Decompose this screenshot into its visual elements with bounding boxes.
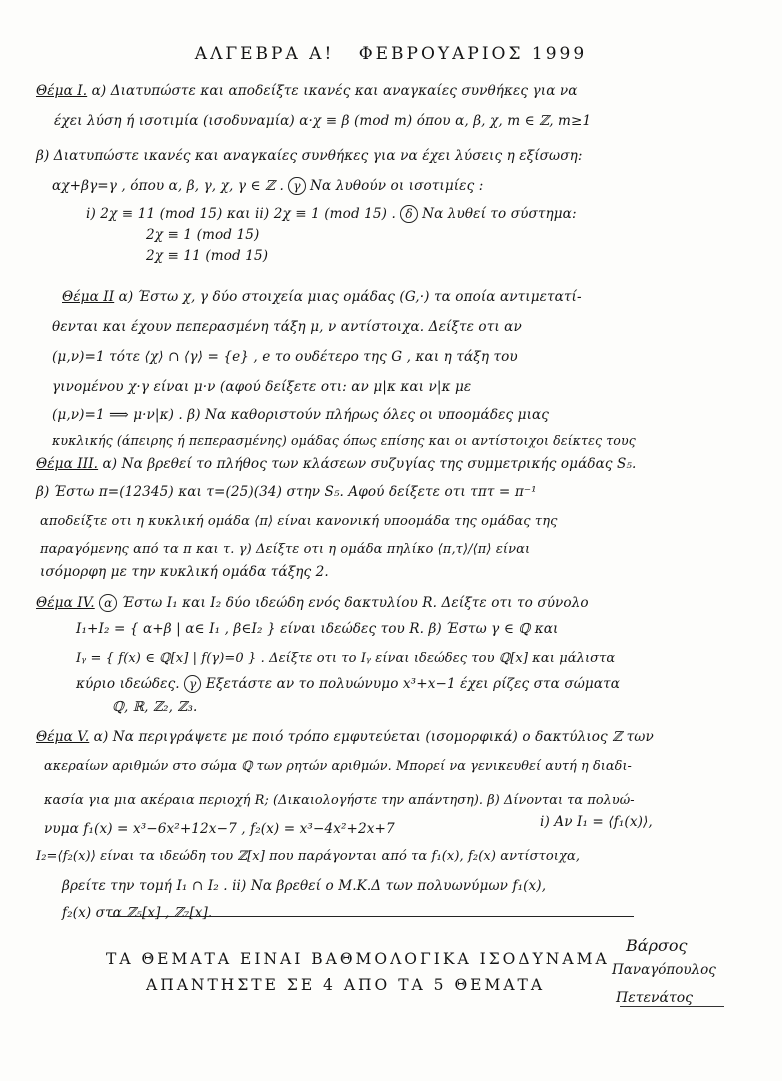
theme5-line2: ακεραίων αριθμών στο σώμα ℚ των ρητών αριθμών. Μπορεί να γενικευθεί αυτή η διαδι-: [44, 759, 632, 774]
theme2-line3: (μ,ν)=1 τότε ⟨χ⟩ ∩ ⟨γ⟩ = {e} , e το ουδέτερο της G , και η τάξη του: [52, 349, 518, 365]
theme3-line1: [36, 455, 636, 473]
theme2-line2: θενται και έχουν πεπερασμένη τάξη μ, ν αντίστοιχα. Δείξτε οτι αν: [52, 319, 522, 335]
theme1-congruences-label: Να λυθούν οι ισοτιμίες :: [310, 178, 484, 194]
theme5-line4b: i) Αν I₁ = ⟨f₁(x)⟩,: [540, 814, 653, 830]
theme3-line3: αποδείξτε οτι η κυκλική ομάδα ⟨π⟩ είναι κανονική υποομάδα της ομάδας της: [40, 514, 558, 529]
signature-1: Βάρσος: [626, 936, 688, 955]
theme4-part-marker-circle: γ: [184, 675, 201, 693]
theme5-line3: κασία για μια ακέραια περιοχή R; (Δικαιολογήστε την απάντηση). β) Δίνονται τα πολυώ-: [44, 793, 635, 808]
theme4-line2: I₁+I₂ = { α+β | α∈ I₁ , β∈I₂ } είναι ιδεώδες του R. β) Έστω γ ∈ ℚ και: [76, 621, 559, 637]
theme1-equation: αχ+βγ=γ , όπου α, β, γ, χ, γ ∈ ℤ .: [52, 178, 284, 194]
theme4-line1: [36, 594, 589, 612]
theme5-line6: βρείτε την τομή I₁ ∩ I₂ . ii) Να βρεθεί ο Μ.Κ.Δ των πολυωνύμων f₁(x),: [62, 878, 547, 894]
theme1-line5: [86, 205, 577, 223]
theme1-congruences: i) 2χ ≡ 11 (mod 15) και ii) 2χ ≡ 1 (mod 15) .: [86, 206, 396, 222]
theme1-text1: α) Διατυπώστε και αποδείξτε ικανές και αναγκαίες συνθήκες για να: [91, 83, 578, 99]
theme2-line5: (μ,ν)=1 ⟹ μ·ν|κ) . β) Να καθοριστούν πλήρως όλες οι υποομάδες μιας: [52, 407, 549, 423]
signature-3: Πετενάτος: [616, 990, 693, 1006]
theme1-system-eq2: 2χ ≡ 11 (mod 15): [146, 248, 269, 264]
theme4-heading: Θέμα IV.: [36, 595, 95, 611]
theme1-line2: έχει λύση ή ισοτιμία (ισοδυναμία) α·χ ≡ β (mod m) όπου α, β, χ, m ∈ ℤ, m≥1: [54, 113, 592, 129]
theme2-text1: α) Έστω χ, γ δύο στοιχεία μιας ομάδας (G,·) τα οποία αντιμετατί-: [118, 289, 582, 305]
theme3-line2: β) Έστω π=(12345) και τ=(25)(34) στην S₅. Αφού δείξετε οτι τπτ = π⁻¹: [36, 484, 537, 500]
theme4-part-marker-circle: α: [99, 594, 117, 612]
theme1-heading: Θέμα I.: [36, 83, 88, 99]
theme1-line3: β) Διατυπώστε ικανές και αναγκαίες συνθήκες για να έχει λύσεις η εξίσωση:: [36, 148, 583, 164]
theme4-line4: [76, 675, 620, 693]
theme4-text1: Έστω I₁ και I₂ δύο ιδεώδη ενός δακτυλίου R. Δείξτε οτι το σύνολο: [121, 595, 589, 611]
course-title: ΑΛΓΕΒΡΑ Α!: [194, 44, 335, 64]
theme1-line4: [52, 177, 483, 195]
theme4-text4a: κύριο ιδεώδες.: [76, 676, 180, 692]
footer-line1: ΤΑ ΘΕΜΑΤΑ ΕΙΝΑΙ ΒΑΘΜΟΛΟΓΙΚΑ ΙΣΟΔΥΝΑΜΑ: [106, 950, 610, 968]
exam-date: ΦΕΒΡΟΥΑΡΙΟΣ 1999: [358, 44, 588, 64]
footer-line2: ΑΠΑΝΤΗΣΤΕ ΣΕ 4 ΑΠΟ ΤΑ 5 ΘΕΜΑΤΑ: [146, 976, 546, 994]
theme5-line7: f₂(x) στα ℤ₅[x] , ℤ₇[x].: [62, 905, 213, 921]
theme1-line1: [36, 82, 578, 100]
theme2-line1: [62, 288, 582, 306]
theme1-system-label: Να λυθεί το σύστημα:: [422, 206, 577, 222]
theme5-line5: I₂=⟨f₂(x)⟩ είναι τα ιδεώδη του ℤ[x] που παράγονται από τα f₁(x), f₂(x) αντίστοιχα,: [36, 849, 581, 864]
theme1-part-marker-circle: δ: [400, 205, 417, 223]
theme5-line4: [44, 820, 395, 838]
theme4-line5: ℚ, ℝ, ℤ₂, ℤ₃.: [112, 699, 198, 715]
theme2-line6: κυκλικής (άπειρης ή πεπερασμένης) ομάδας όπως επίσης και οι αντίστοιχοι δείκτες τους: [52, 433, 636, 448]
theme3-heading: Θέμα III.: [36, 456, 99, 472]
exam-title: [0, 44, 782, 64]
theme1-system-eq1: 2χ ≡ 1 (mod 15): [146, 227, 260, 243]
divider-line: [110, 916, 634, 917]
theme3-line5: ισόμορφη με την κυκλική ομάδα τάξης 2.: [40, 564, 329, 580]
theme4-text4b: Εξετάστε αν το πολυώνυμο x³+x−1 έχει ρίζες στα σώματα: [205, 676, 621, 692]
theme1-part-marker-circle: γ: [288, 177, 305, 195]
theme4-line3: Iᵧ = { f(x) ∈ ℚ[x] | f(γ)=0 } . Δείξτε οτι το Iᵧ είναι ιδεώδες του ℚ[x] και μάλιστα: [76, 651, 616, 666]
theme5-text1: α) Να περιγράψετε με ποιό τρόπο εμφυτεύεται (ισομορφικά) ο δακτύλιος ℤ των: [93, 729, 654, 745]
theme5-line1: [36, 728, 654, 746]
theme3-text1: α) Να βρεθεί το πλήθος των κλάσεων συζυγίας της συμμετρικής ομάδας S₅.: [102, 456, 637, 472]
theme2-line4: γινομένου χ·γ είναι μ·ν (αφού δείξετε οτι: αν μ|κ και ν|κ με: [52, 379, 472, 395]
theme5-heading: Θέμα V.: [36, 729, 90, 745]
signature-2: Παναγόπουλος: [612, 962, 716, 978]
signature-underline: [620, 1006, 724, 1007]
theme3-line4: παραγόμενης από τα π και τ. γ) Δείξτε οτι η ομάδα πηλίκο ⟨π,τ⟩/⟨π⟩ είναι: [40, 542, 531, 557]
theme5-polynomials: νυμα f₁(x) = x³−6x²+12x−7 , f₂(x) = x³−4x²+2x+7: [44, 821, 395, 837]
theme2-heading: Θέμα II: [62, 289, 115, 305]
